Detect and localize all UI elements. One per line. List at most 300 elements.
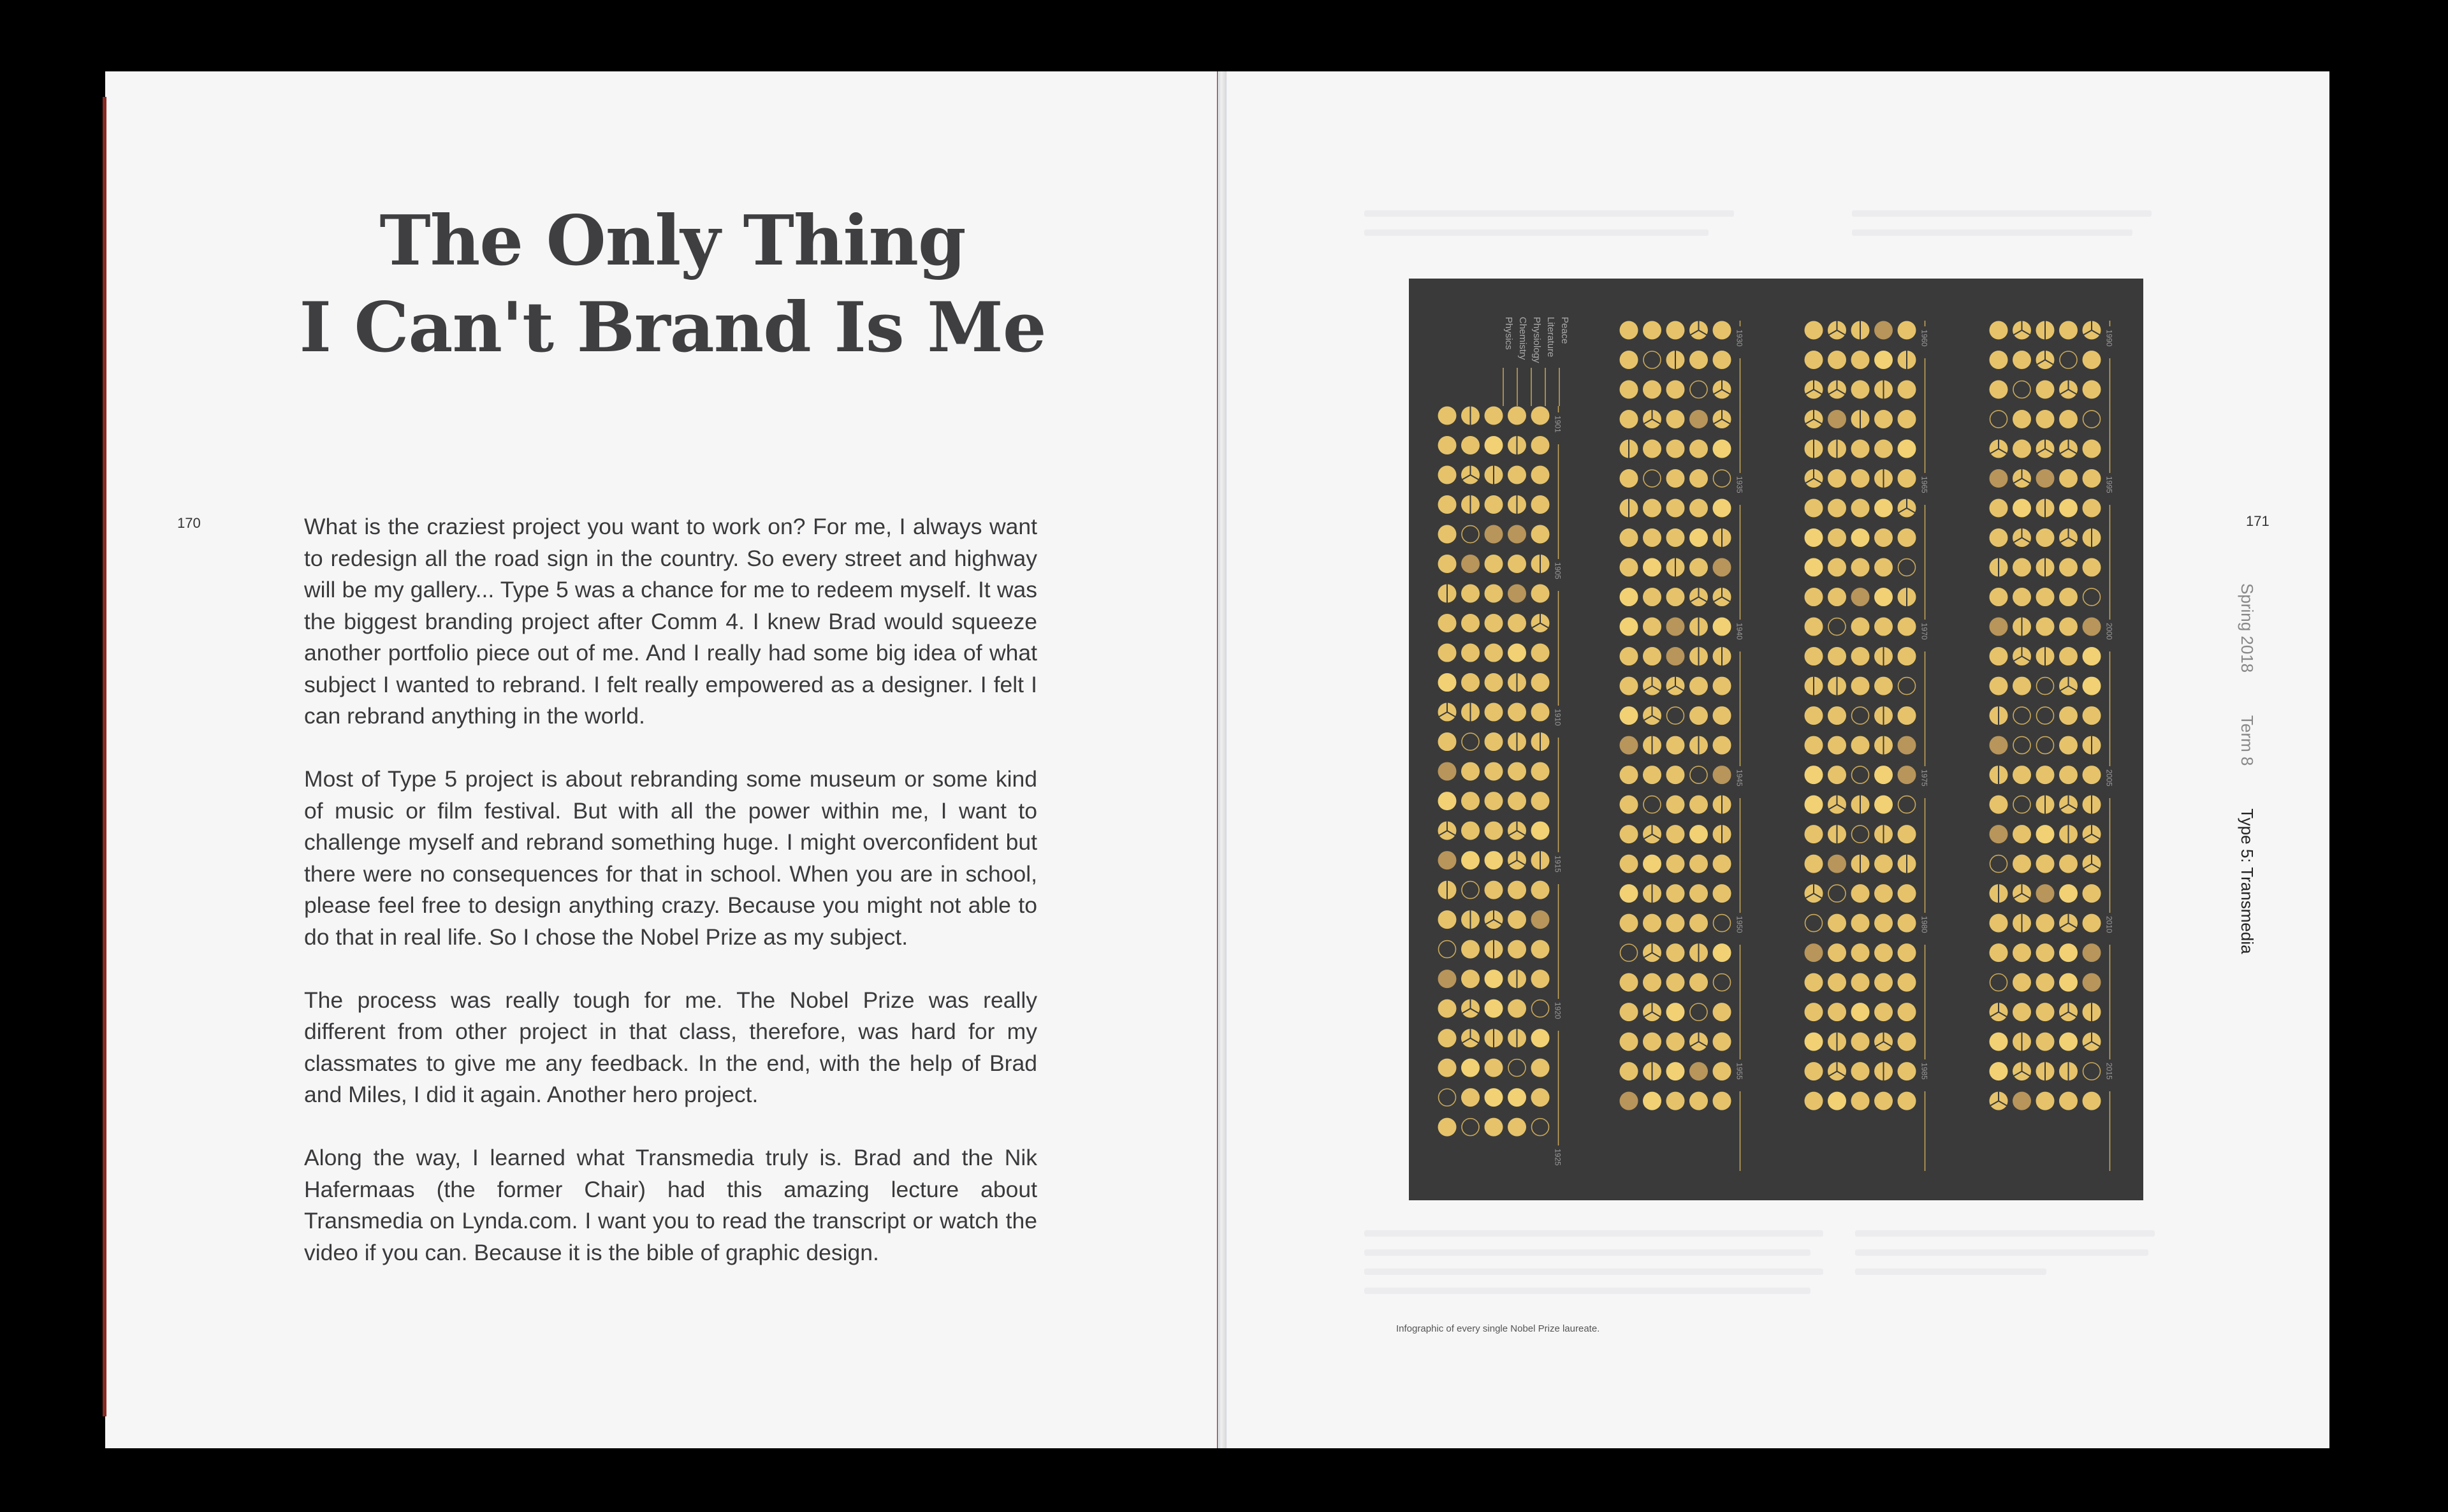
laureate-dot [1643, 855, 1661, 873]
laureate-dot [2036, 825, 2055, 843]
laureate-dot [2059, 1092, 2078, 1110]
running-header [2237, 583, 2257, 992]
legend-label: Physiology [1531, 317, 1542, 363]
laureate-dot [1666, 499, 1685, 518]
laureate-dot [1508, 466, 1526, 484]
meta-project: Type 5: Transmedia [2238, 808, 2257, 954]
laureate-dot-empty [1667, 707, 1684, 724]
laureate-dot [1713, 440, 1731, 458]
laureate-dot [1508, 881, 1526, 899]
laureate-dot [1851, 558, 1870, 577]
laureate-dot [1990, 588, 2008, 606]
laureate-dot [1851, 1003, 1870, 1021]
laureate-dot [1689, 499, 1708, 518]
laureate-dot-empty [1690, 766, 1707, 783]
laureate-dot [1485, 762, 1503, 781]
laureate-dot [1643, 381, 1661, 399]
year-label: 1920 [1553, 1002, 1563, 1019]
laureate-dot [1990, 499, 2008, 518]
laureate-dot [2083, 914, 2101, 933]
laureate-dot-empty [1898, 678, 1916, 695]
laureate-dot [1438, 1029, 1457, 1047]
laureate-dot [1828, 469, 1846, 488]
laureate-dot [1898, 766, 1916, 784]
year-label: 2010 [2104, 916, 2114, 933]
laureate-dot [1485, 644, 1503, 662]
laureate-dot [1438, 910, 1457, 929]
laureate-dot [1990, 528, 2008, 547]
laureate-dot [2083, 677, 2101, 695]
laureate-dot [1485, 555, 1503, 573]
laureate-dot [1851, 440, 1870, 458]
laureate-dot [1990, 321, 2008, 340]
laureate-dot [1666, 943, 1685, 962]
year-label: 1980 [1920, 916, 1929, 933]
laureate-dot [2036, 410, 2055, 428]
laureate-dot [1851, 973, 1870, 992]
laureate-dot-empty [1462, 733, 1479, 750]
laureate-dot [1874, 351, 1893, 369]
laureate-dot-empty [1805, 915, 1823, 932]
laureate-dot [1508, 762, 1526, 781]
laureate-dot-empty [1439, 941, 1456, 958]
laureate-dot-empty [1643, 351, 1661, 368]
laureate-dot [1851, 351, 1870, 369]
laureate-dot [1828, 855, 1846, 873]
laureate-dot [1438, 851, 1457, 869]
laureate-dot [1874, 884, 1893, 903]
laureate-dot [2083, 469, 2101, 488]
laureate-dot [1689, 1062, 1708, 1080]
laureate-dot [2036, 1092, 2055, 1110]
book-gutter [1218, 71, 1227, 1448]
laureate-dot [1713, 855, 1731, 873]
laureate-dot [1461, 644, 1480, 662]
laureate-dot [1990, 1033, 2008, 1051]
laureate-dot [1898, 1033, 1916, 1051]
laureate-dot [1828, 766, 1846, 784]
laureate-dot [1620, 736, 1638, 755]
year-label: 2000 [2104, 623, 2114, 640]
laureate-dot [1620, 381, 1638, 399]
laureate-dot [1828, 943, 1846, 962]
laureate-dot [1805, 528, 1823, 547]
laureate-dot [1689, 855, 1708, 873]
laureate-dot [1713, 884, 1731, 903]
laureate-dot [1713, 321, 1731, 340]
laureate-dot [1689, 469, 1708, 488]
laureate-dot [1666, 440, 1685, 458]
laureate-dot [1689, 796, 1708, 814]
year-label: 2015 [2104, 1063, 2114, 1080]
laureate-dot [1531, 822, 1550, 840]
show-through-text [1855, 1249, 2148, 1256]
laureate-dot [1438, 436, 1457, 454]
year-label: 1915 [1553, 855, 1563, 873]
laureate-dot-empty [1462, 526, 1479, 543]
laureate-dot [1620, 558, 1638, 577]
show-through-text [1364, 210, 1734, 217]
show-through-text [1364, 1268, 1823, 1275]
laureate-dot [1620, 469, 1638, 488]
laureate-dot-empty [1462, 882, 1479, 899]
year-label: 1935 [1735, 476, 1744, 493]
laureate-dot [1874, 1003, 1893, 1021]
laureate-dot [1508, 1118, 1526, 1137]
laureate-dot [1851, 528, 1870, 547]
laureate-dot [2036, 855, 2055, 873]
laureate-dot [2083, 558, 2101, 577]
laureate-dot [1461, 436, 1480, 454]
laureate-dot-empty [2037, 707, 2054, 724]
laureate-dot [2013, 943, 2031, 962]
year-label: 1965 [1920, 476, 1929, 493]
laureate-dot [1461, 851, 1480, 869]
laureate-dot [1643, 973, 1661, 992]
laureate-dot [1898, 884, 1916, 903]
laureate-dot [1689, 558, 1708, 577]
laureate-dot [1874, 588, 1893, 606]
laureate-dot [1874, 558, 1893, 577]
laureate-dot [1531, 407, 1550, 425]
laureate-dot [1828, 528, 1846, 547]
laureate-dot [1485, 614, 1503, 632]
laureate-dot [1689, 706, 1708, 725]
laureate-dot [1485, 822, 1503, 840]
laureate-dot [1666, 588, 1685, 606]
laureate-dot [1828, 351, 1846, 369]
legend-label: Peace [1559, 317, 1570, 344]
laureate-dot [1874, 410, 1893, 428]
paragraph-3: The process was really tough for me. The Nobel Prize was really different from other project in that class, therefore, was hard for my classmates to give me any feedback. In the end, with the help of Brad and Miles, I did it again. Another hero project. [304, 987, 1037, 1107]
laureate-dot [2013, 499, 2031, 518]
laureate-dot [1851, 588, 1870, 606]
year-label: 1905 [1553, 562, 1563, 579]
show-through-text [1364, 229, 1708, 236]
laureate-dot [1531, 1059, 1550, 1077]
laureate-dot [1874, 766, 1893, 784]
laureate-dot [1643, 766, 1661, 784]
year-label: 1945 [1735, 769, 1744, 787]
laureate-dot [1643, 528, 1661, 547]
laureate-dot [1531, 1088, 1550, 1107]
laureate-dot [1666, 469, 1685, 488]
laureate-dot [1898, 321, 1916, 340]
laureate-dot [1508, 792, 1526, 810]
laureate-dot [1485, 1118, 1503, 1137]
laureate-dot-empty [2013, 737, 2030, 754]
year-label: 1970 [1920, 623, 1929, 640]
laureate-dot [1851, 499, 1870, 518]
laureate-dot [1689, 1092, 1708, 1110]
laureate-dot [1713, 351, 1731, 369]
laureate-dot [1620, 884, 1638, 903]
laureate-dot [2083, 618, 2101, 636]
laureate-dot [1874, 321, 1893, 340]
laureate-dot [2036, 914, 2055, 933]
nobel-infographic [1409, 279, 2143, 1200]
laureate-dot [2083, 766, 2101, 784]
laureate-dot [1713, 1003, 1731, 1021]
left-page-number: 170 [177, 515, 201, 531]
laureate-dot [1531, 495, 1550, 514]
laureate-dot [1805, 943, 1823, 962]
laureate-dot [1485, 792, 1503, 810]
laureate-dot [1990, 469, 2008, 488]
year-label: 1995 [2104, 476, 2114, 493]
laureate-dot [1461, 940, 1480, 959]
laureate-dot [1805, 1003, 1823, 1021]
laureate-dot [1828, 588, 1846, 606]
laureate-dot [1620, 410, 1638, 428]
laureate-dot [1643, 558, 1661, 577]
laureate-dot [1485, 970, 1503, 988]
laureate-dot [1851, 736, 1870, 755]
laureate-dot [2013, 766, 2031, 784]
laureate-dot-empty [1852, 825, 1869, 843]
laureate-dot [1438, 525, 1457, 544]
laureate-dot [1666, 618, 1685, 636]
laureate-dot [1666, 766, 1685, 784]
laureate-dot [1851, 618, 1870, 636]
laureate-dot-empty [1462, 1119, 1479, 1136]
laureate-dot [1805, 736, 1823, 755]
laureate-dot [1805, 499, 1823, 518]
laureate-dot [1620, 647, 1638, 665]
laureate-dot [1805, 766, 1823, 784]
laureate-dot [2013, 1003, 2031, 1021]
laureate-dot [1438, 614, 1457, 632]
laureate-dot [1666, 855, 1685, 873]
laureate-dot [1620, 351, 1638, 369]
laureate-dot [1851, 647, 1870, 665]
title-line-1: The Only Thing [379, 201, 966, 281]
laureate-dot [1805, 351, 1823, 369]
infographic-canvas [1409, 279, 2143, 1200]
laureate-dot [1805, 588, 1823, 606]
laureate-dot [2013, 558, 2031, 577]
laureate-dot [1689, 884, 1708, 903]
meta-semester: Spring 2018 [2238, 583, 2257, 673]
year-label: 1950 [1735, 916, 1744, 933]
laureate-dot [1461, 555, 1480, 573]
laureate-dot-empty [1532, 1119, 1549, 1136]
laureate-dot [1990, 351, 2008, 369]
laureate-dot [1851, 943, 1870, 962]
laureate-dot [1438, 1000, 1457, 1018]
laureate-dot [1898, 647, 1916, 665]
show-through-text [1855, 1268, 2046, 1275]
laureate-dot [1689, 973, 1708, 992]
laureate-dot [1620, 618, 1638, 636]
laureate-dot [2083, 440, 2101, 458]
laureate-dot [1508, 940, 1526, 959]
laureate-dot [2059, 1033, 2078, 1051]
laureate-dot [1531, 792, 1550, 810]
right-page-number: 171 [2246, 513, 2270, 529]
year-label: 1955 [1735, 1063, 1744, 1080]
laureate-dot [1851, 884, 1870, 903]
paragraph-1: What is the craziest project you want to work on? For me, I always want to redesign all the road sign in the country. So every street and highway will be my gallery... Type 5 was a chance for me to redeem myself. It was the biggest branding project after Comm 4. I knew Brad would squeeze another portfolio piece out of me. And I really had some big idea of what subject I wanted to rebrand. I felt really empowered as a designer. I felt I can rebrand anything in the world. [304, 514, 1037, 729]
laureate-dot [1828, 706, 1846, 725]
laureate-dot [1828, 499, 1846, 518]
laureate-dot [2036, 618, 2055, 636]
laureate-dot [2083, 706, 2101, 725]
laureate-dot-empty [1508, 1059, 1526, 1077]
laureate-dot-empty [1714, 470, 1731, 487]
laureate-dot [1990, 825, 2008, 843]
laureate-dot [1828, 914, 1846, 933]
laureate-dot [1438, 1059, 1457, 1077]
laureate-dot [1531, 644, 1550, 662]
laureate-dot [2083, 381, 2101, 399]
laureate-dot [1508, 614, 1526, 632]
laureate-dot [1438, 732, 1457, 751]
laureate-dot [2083, 884, 2101, 903]
laureate-dot-empty [2083, 411, 2101, 428]
laureate-dot [2036, 973, 2055, 992]
year-label: 1910 [1553, 709, 1563, 726]
laureate-dot [1666, 973, 1685, 992]
laureate-dot [1990, 677, 2008, 695]
laureate-dot [1713, 499, 1731, 518]
laureate-dot [1620, 973, 1638, 992]
laureate-dot [1620, 796, 1638, 814]
laureate-dot [2036, 528, 2055, 547]
laureate-dot [1898, 381, 1916, 399]
laureate-dot [1666, 321, 1685, 340]
laureate-dot [2083, 647, 2101, 665]
laureate-dot [1874, 914, 1893, 933]
laureate-dot-empty [1852, 707, 1869, 724]
laureate-dot [2059, 321, 2078, 340]
laureate-dot [1620, 1003, 1638, 1021]
laureate-dot-empty [1828, 618, 1846, 636]
laureate-dot [2013, 351, 2031, 369]
laureate-dot [2013, 855, 2031, 873]
paragraph-2: Most of Type 5 project is about rebranding some museum or some kind of music or film festival. But with all the power within me, I want to challenge myself and rebrand something huge. I might overconfident but there were no consequences for that in school. When you are in school, please feel free to design anything crazy. Because you might not able to do that in real life. So I chose the Nobel Prize as my subject. [304, 766, 1037, 950]
laureate-dot [1485, 407, 1503, 425]
laureate-dot [1874, 855, 1893, 873]
laureate-dot [2059, 410, 2078, 428]
laureate-dot [1805, 1092, 1823, 1110]
laureate-dot [1508, 585, 1526, 603]
laureate-dot [1828, 736, 1846, 755]
laureate-dot [1805, 796, 1823, 814]
laureate-dot [1461, 1088, 1480, 1107]
meta-term: Term 8 [2238, 715, 2257, 766]
laureate-dot [1828, 1003, 1846, 1021]
laureate-dot [1990, 1062, 2008, 1080]
laureate-dot [1990, 381, 2008, 399]
laureate-dot [2013, 973, 2031, 992]
laureate-dot [1990, 796, 2008, 814]
laureate-dot-empty [1690, 1003, 1707, 1021]
laureate-dot [1874, 973, 1893, 992]
laureate-dot [1620, 588, 1638, 606]
laureate-dot [2013, 677, 2031, 695]
laureate-dot [1620, 825, 1638, 843]
laureate-dot [1438, 555, 1457, 573]
laureate-dot [1713, 618, 1731, 636]
laureate-dot [1531, 673, 1550, 692]
laureate-dot [1898, 825, 1916, 843]
laureate-dot [1531, 703, 1550, 722]
laureate-dot [2059, 884, 2078, 903]
year-label: 1940 [1735, 623, 1744, 640]
laureate-dot [1438, 673, 1457, 692]
laureate-dot [1805, 973, 1823, 992]
laureate-dot [1438, 1118, 1457, 1137]
laureate-dot [2059, 766, 2078, 784]
laureate-dot [1666, 914, 1685, 933]
laureate-dot [2036, 381, 2055, 399]
laureate-dot [1666, 1092, 1685, 1110]
laureate-dot [1851, 381, 1870, 399]
laureate-dot [1461, 585, 1480, 603]
laureate-dot [1828, 558, 1846, 577]
laureate-dot [2013, 410, 2031, 428]
laureate-dot [1666, 1003, 1685, 1021]
laureate-dot [2059, 469, 2078, 488]
show-through-text [1364, 1288, 1810, 1294]
laureate-dot [1485, 673, 1503, 692]
laureate-dot [1874, 440, 1893, 458]
laureate-dot [1689, 528, 1708, 547]
show-through-text [1855, 1230, 2155, 1237]
laureate-dot [2036, 1033, 2055, 1051]
laureate-dot [1713, 766, 1731, 784]
laureate-dot [1805, 825, 1823, 843]
laureate-dot [1689, 440, 1708, 458]
laureate-dot [1898, 1062, 1916, 1080]
laureate-dot [1531, 762, 1550, 781]
laureate-dot [1485, 732, 1503, 751]
laureate-dot [1898, 943, 1916, 962]
legend-label: Literature [1545, 317, 1556, 358]
laureate-dot [1805, 706, 1823, 725]
laureate-dot-empty [2013, 381, 2030, 398]
laureate-dot [1713, 558, 1731, 577]
laureate-dot [2083, 351, 2101, 369]
laureate-dot [1620, 321, 1638, 340]
year-label: 1930 [1735, 330, 1744, 347]
laureate-dot [1643, 647, 1661, 665]
laureate-dot [1666, 528, 1685, 547]
laureate-dot [1689, 914, 1708, 933]
laureate-dot-empty [1990, 855, 2007, 873]
laureate-dot [1666, 825, 1685, 843]
laureate-dot [1620, 914, 1638, 933]
laureate-dot [2059, 736, 2078, 755]
laureate-dot-empty [1621, 944, 1638, 961]
laureate-dot [1805, 618, 1823, 636]
laureate-dot [1874, 618, 1893, 636]
year-label: 1925 [1553, 1149, 1563, 1166]
laureate-dot-empty [1643, 470, 1661, 487]
laureate-dot-empty [2037, 678, 2054, 695]
year-label: 1975 [1920, 769, 1929, 787]
laureate-dot [1531, 881, 1550, 899]
laureate-dot [2059, 588, 2078, 606]
laureate-dot [1874, 796, 1893, 814]
laureate-dot [1508, 525, 1526, 544]
laureate-dot [1508, 555, 1526, 573]
laureate-dot [1828, 647, 1846, 665]
laureate-dot [1805, 558, 1823, 577]
laureate-dot [1461, 614, 1480, 632]
laureate-dot [1805, 1062, 1823, 1080]
